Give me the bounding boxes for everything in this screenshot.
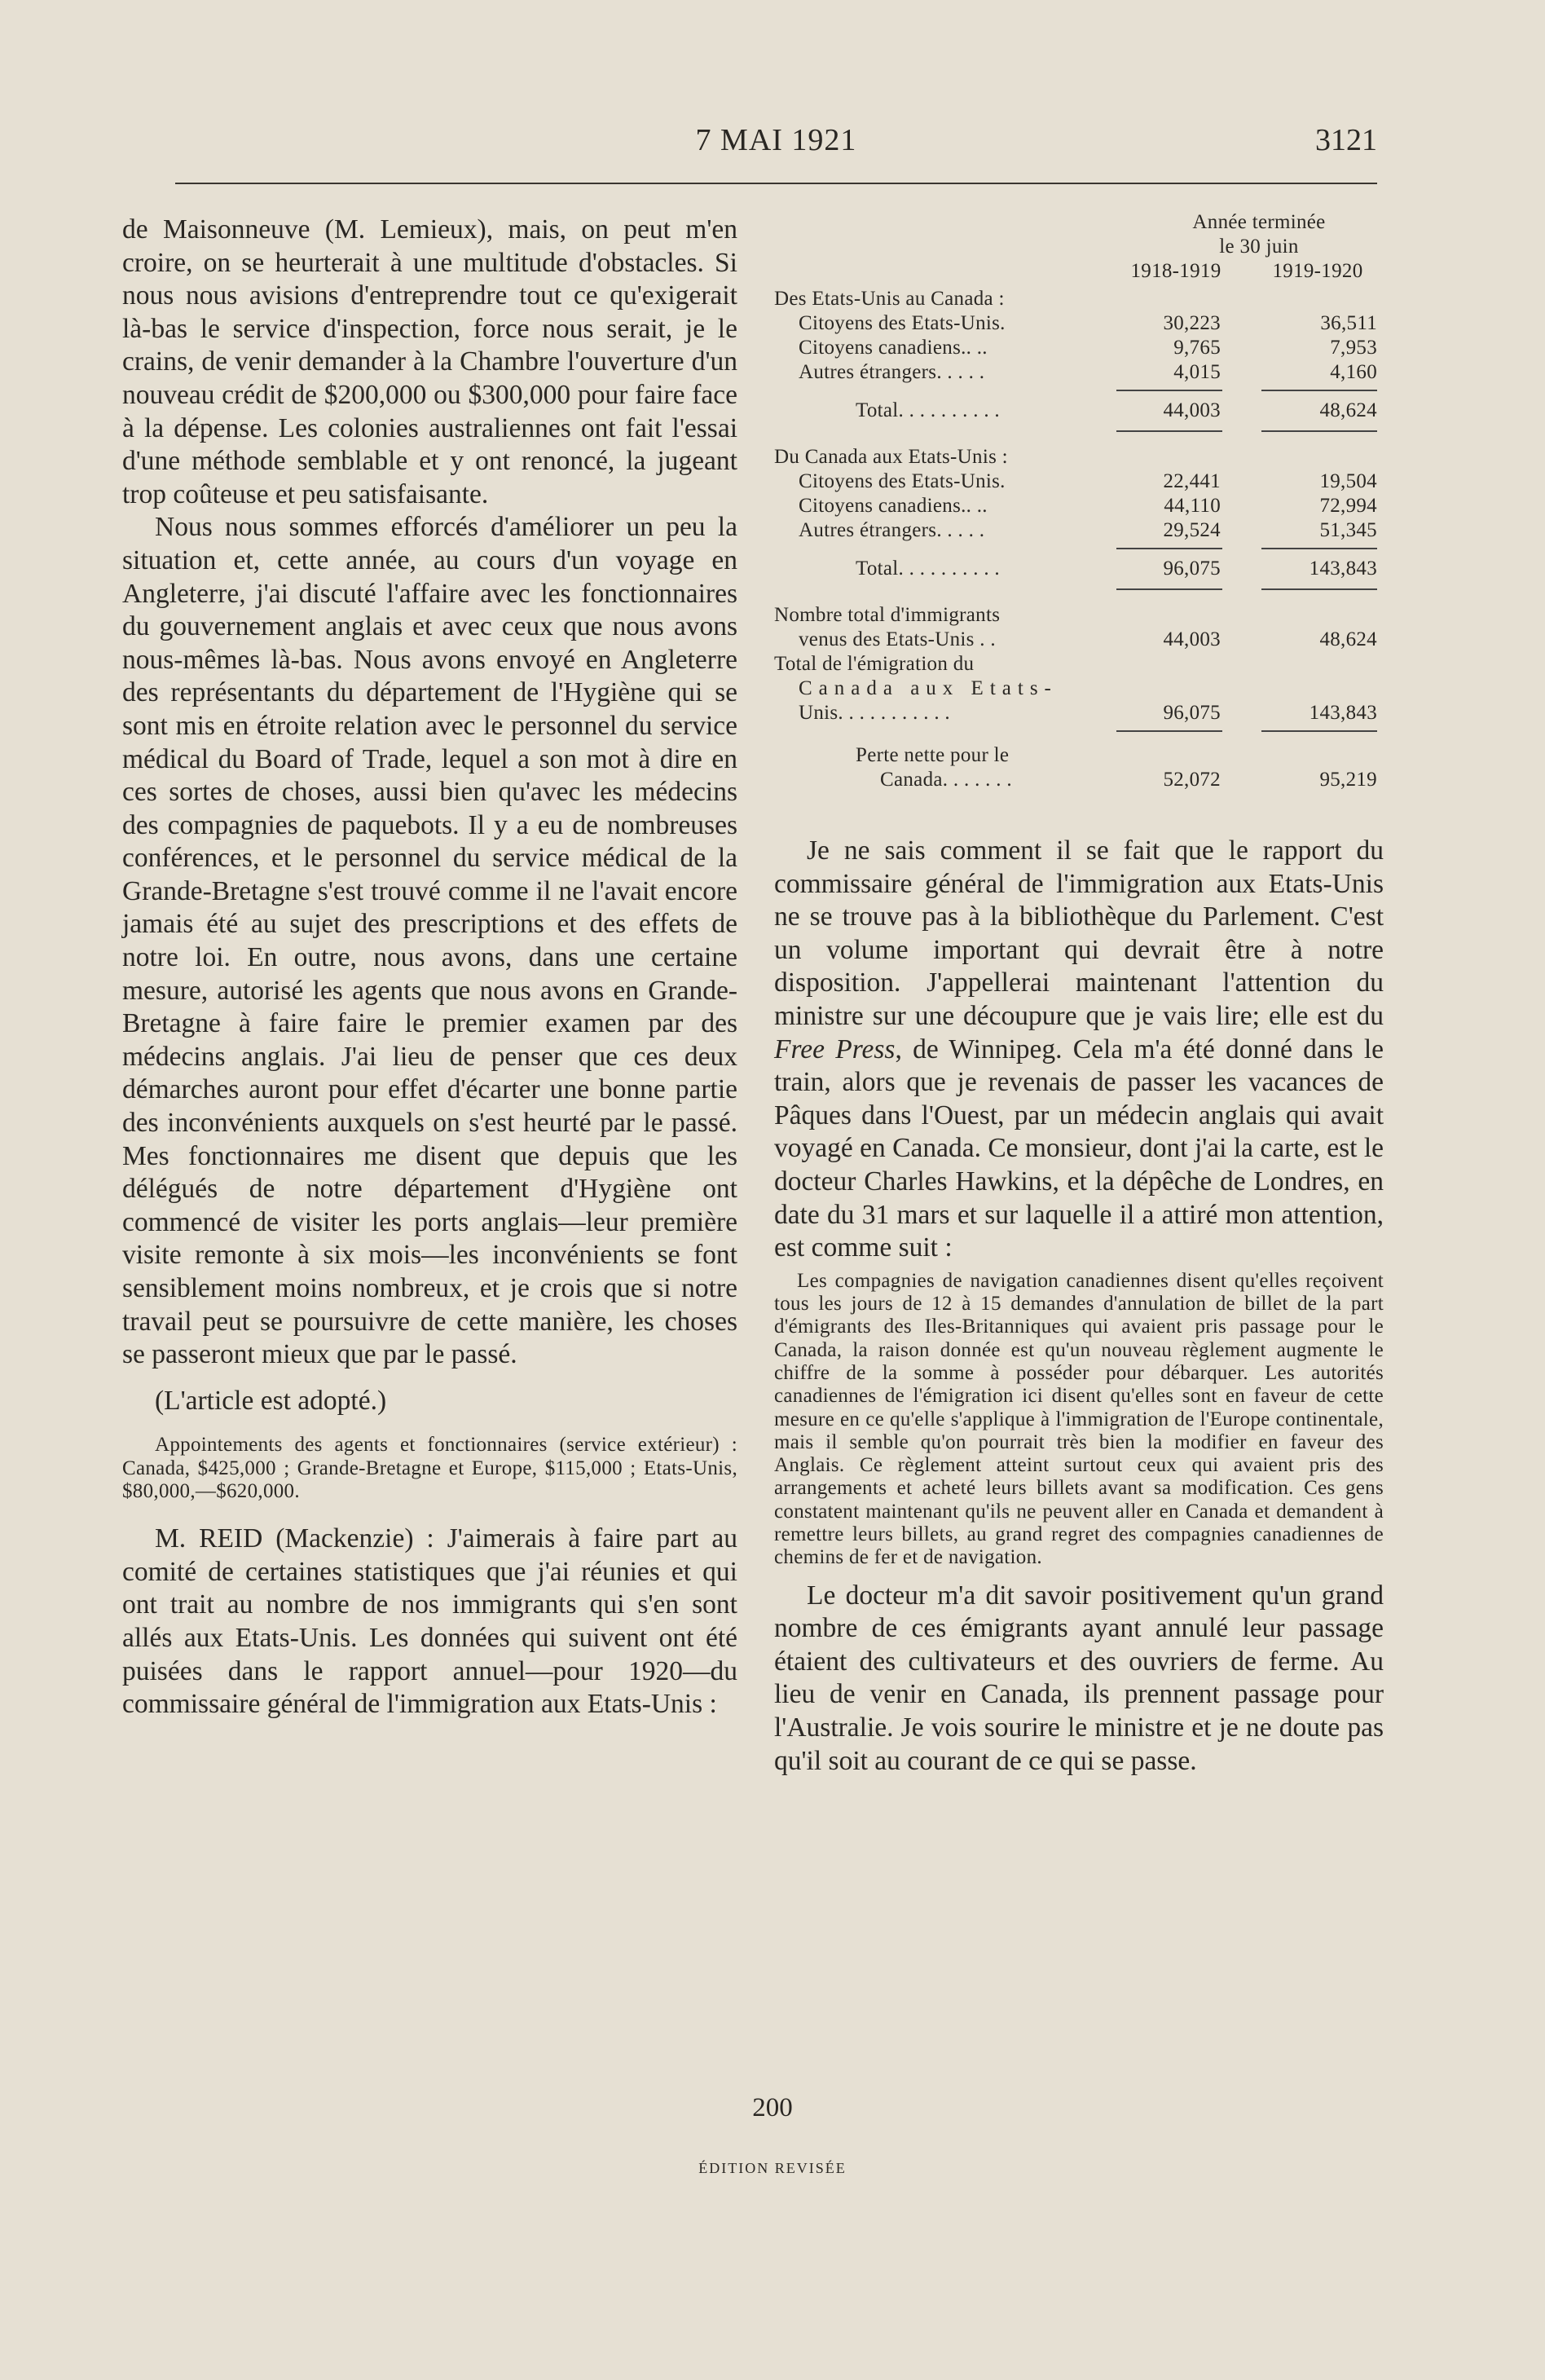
table-rule [774,543,1384,554]
table-heading: Année terminée [1192,211,1326,233]
header-page-number: 3121 [1315,123,1377,157]
header-rule [175,183,1377,184]
table-row: Citoyens canadiens.. .. 44,110 72,994 [799,495,1377,517]
paragraph: Je ne sais comment il se fait que le rapport du commissaire général de l'immigration aux Etats-Unis ne se trouve pas à la bibliothèque du Parlement. C'est un volume important qui devrait être à notre disposition. J'appellerai maintenant l'attention du ministre sur une découpure que je vais lire; elle est du Free Press, de Winnipeg. Cela m'a été donné dans le train, alors que je revenais de passer les vacances de Pâques dans l'Ouest, par un médecin anglais qui avait voyagé en Canada. Ce monsieur, dont j'ai la carte, est le docteur Charles Hawkins, et la dépêche de Londres, en date du 31 mars et sur laquelle il a attiré mon attention, est comme suit : [774,835,1384,1263]
section-title: Des Etats-Unis au Canada : [774,288,1005,310]
table-row: Unis. . . . . . . . . . . 96,075 143,843 [799,702,1377,724]
table-row: Citoyens des Etats-Unis. 22,441 19,504 [799,470,1377,492]
table-row: Autres étrangers. . . . . 4,015 4,160 [799,361,1377,383]
edition-note: ÉDITION REVISÉE [698,2160,847,2176]
table-row: Citoyens canadiens.. .. 9,765 7,953 [799,337,1377,359]
table-header [774,211,1384,287]
table-row: Perte nette pour le [856,744,1010,766]
paragraph: Le docteur m'a dit savoir positivement qu'un grand nombre de ces émigrants ayant annulé leur passage étaient des cultivateurs et des ouvriers de ferme. Au lieu de venir en Canada, ils prennent passage pour l'Australie. Je vois sourire le ministre et je ne doute pas qu'il soit au courant de ce qui se passe. [774,1580,1384,1776]
header-date: 7 MAI 1921 [695,123,857,157]
table-row: Canada. . . . . . . 52,072 95,219 [880,769,1377,791]
statistics-table [774,211,1384,792]
table-rule [774,385,1384,396]
table-heading: le 30 juin [1219,236,1299,258]
paragraph: M. REID (Mackenzie) : J'aimerais à faire part au comité de certaines statistiques que j'ai réunies et qui ont trait au nombre de nos immigrants qui s'en sont allés aux Etats-Unis. Les données qui suivent ont été puisées dans le rapport annuel—pour 1920—du commissaire général de l'immigration aux Etats-Unis : [122,1523,737,1720]
newspaper-title: Free Press [774,1034,896,1064]
article-adopted: (L'article est adopté.) [155,1385,387,1416]
page-header [175,122,1377,163]
column-year: 1918-1919 [1130,260,1221,282]
table-total-row: Total. . . . . . . . . . 96,075 143,843 [856,558,1377,580]
table-row: Nombre total d'immigrants [774,604,1001,626]
table-row: Citoyens des Etats-Unis. 30,223 36,511 [799,312,1377,334]
column-year: 1919-1920 [1272,260,1363,282]
table-total-row: Total. . . . . . . . . . 44,003 48,624 [856,399,1377,421]
paragraph: Nous nous sommes efforcés d'améliorer un peu la situation et, cette année, au cours d'un voyage en Angleterre, j'ai discuté l'affaire avec les fonctionnaires du gouvernement anglais et avec ceux que nous avons nous-mêmes là-bas. Nous avons envoyé en Angleterre des représentants du département de l'Hygiène qui se sont mis en étroite relation avec le personnel du service médical du Board of Trade, lequel a son mot à dire en ces sortes de choses, aussi bien qu'avec les médecins des compagnies de paquebots. Il y a eu de nombreuses conférences, et le personnel du service médical de la Grande-Bretagne s'est trouvé comme il ne l'avait encore jamais été au sujet des prescriptions et des effets de notre loi. En outre, nous avons, dans une certaine mesure, autorisé les agents que nous avons en Grande-Bretagne à faire faire le premier examen par des médecins anglais. J'ai lieu de penser que ces deux démarches auront pour effet d'écarter une bonne partie des inconvénients auxquels on s'est heurté par le passé. Mes fonctionnaires me disent que depuis que les délégués de notre département d'Hygiène ont commencé de visiter les ports anglais—leur première visite remonte à six mois—les inconvénients se font sensiblement moins nombreux, et je crois que si notre travail peut se poursuivre de cette manière, les choses se passeront mieux que par le passé. [122,512,737,1370]
news-quotation: Les compagnies de navigation canadiennes disent qu'elles reçoivent tous les jours de 12 à 15 demandes d'annulation de billet de la part d'émigrants des Iles-Britanniques qui avaient pris passage pour le Canada, la raison donnée est qu'un nouveau règlement augmente le chiffre de la somme à posséder pour débarquer. Les autorités canadiennes de l'émigration ici disent qu'elles sont en faveur de cette mesure en ce qu'elle s'applique à l'immigration de l'Europe continentale, mais il semble qu'on pourrait très bien la modifier en faveur des Anglais. Ce règlement atteint surtout ceux qui avaient pris des arrangements et acheté leurs billets avant sa modification. Ces gens constatent maintenant qu'ils ne peuvent aller en Canada et demandent à remettre leurs billets, au grand regret des compagnies canadiennes de chemins de fer et de navigation. [774,1269,1384,1569]
table-row: Autres étrangers. . . . . 29,524 51,345 [799,519,1377,541]
paragraph: de Maisonneuve (M. Lemieux), mais, on peut m'en croire, on se heurterait à une multitude d'obstacles. Si nous nous avisions d'entreprendre tout ce qu'exigerait là-bas le service d'inspection, force nous serait, je le crains, de venir demander à la Chambre l'ouverture d'un nouveau crédit de $200,000 ou $300,000 pour faire face à la dépense. Les colonies australiennes ont fait l'essai d'une méthode semblable et y ont renoncé, la jugeant trop coûteuse et peu satisfaisante. [122,214,737,509]
table-row: Total de l'émigration du [774,653,975,675]
section-title: Du Canada aux Etats-Unis : [774,446,1008,468]
table-rule [774,725,1384,737]
right-column [774,211,1384,1778]
left-column [122,214,737,1721]
table-rule [774,425,1384,437]
table-row: Canada aux Etats- [799,677,1058,699]
sheet-number: 200 [752,2093,793,2122]
appropriation-item: Appointements des agents et fonctionnaires (service extérieur) : Canada, $425,000 ; Grande-Bretagne et Europe, $115,000 ; Etats-Unis, $80,000,—$620,000. [122,1434,737,1502]
table-row: venus des Etats-Unis . . 44,003 48,624 [799,628,1377,650]
table-rule [774,584,1384,595]
